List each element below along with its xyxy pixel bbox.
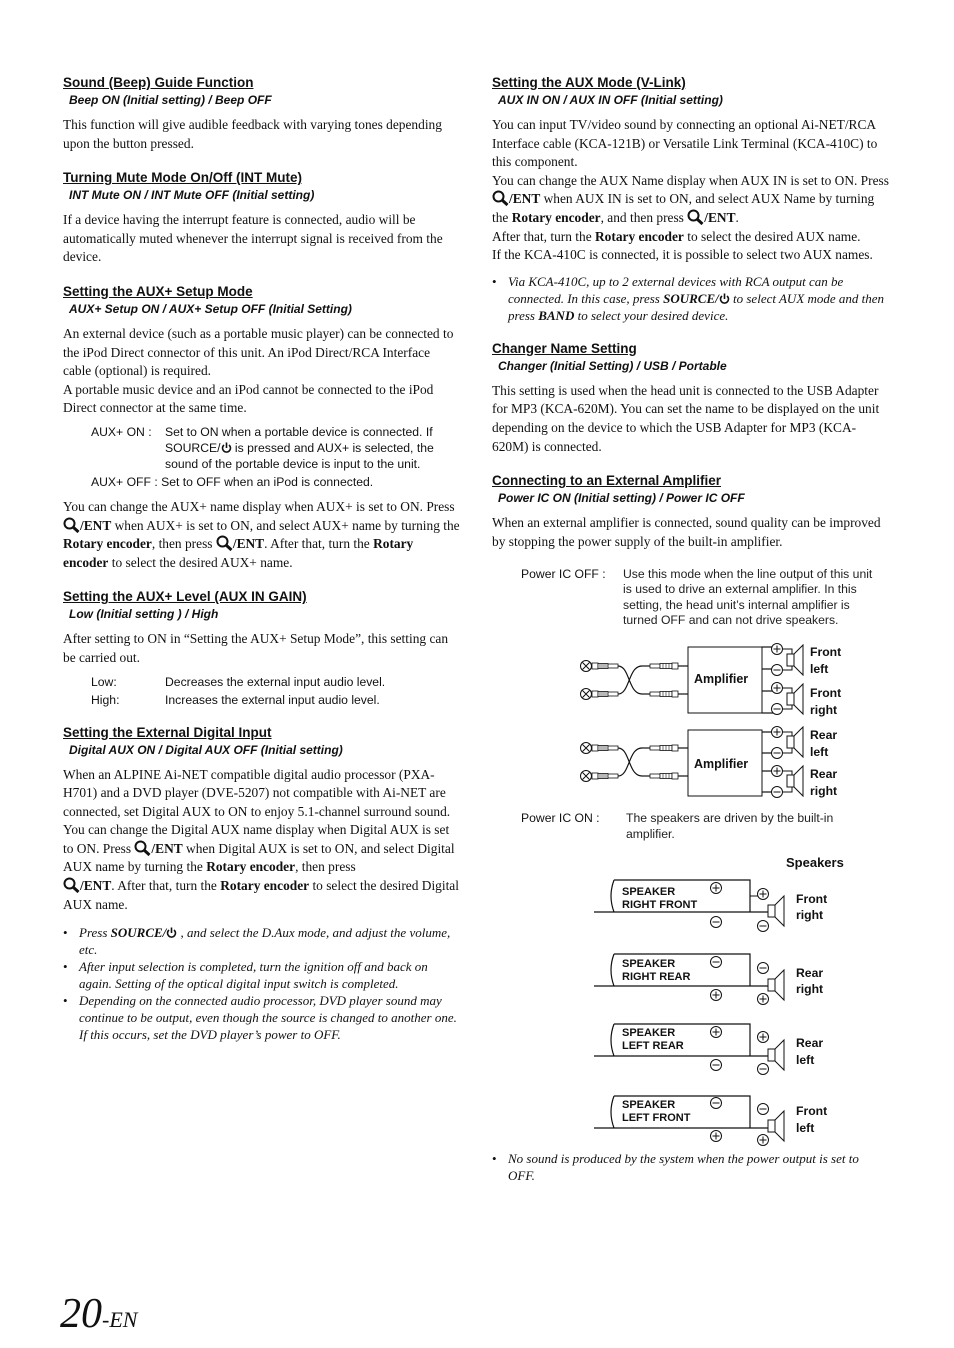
- section-options: AUX IN ON / AUX IN OFF (Initial setting): [498, 93, 723, 107]
- section-options: Beep ON (Initial setting) / Beep OFF: [69, 93, 272, 107]
- svg-text:Front: Front: [796, 1104, 828, 1118]
- svg-text:SPEAKER: SPEAKER: [622, 1027, 676, 1039]
- amplifier-unit-front: [581, 644, 842, 718]
- paragraph: An external device (such as a portable music player) can be connected to the iPod Direct connector of this unit. An iPod Direct/RCA Interface cable (optional) is required.: [63, 325, 454, 379]
- speakers-title: Speakers: [786, 855, 844, 870]
- notes-list: [63, 924, 460, 1043]
- power-ic-off-desc-2: is used to drive an external amplifier. In this: [623, 582, 857, 596]
- power-ic-off-desc-4: turned OFF and can not drive speakers.: [623, 613, 839, 627]
- definition-term: AUX+ OFF :: [91, 474, 158, 489]
- section-options: Low (Initial setting ) / High: [69, 607, 219, 622]
- paragraph: This function will give audible feedback with varying tones depending upon the button pressed.: [63, 117, 442, 151]
- section-aux-mode: [492, 74, 890, 324]
- svg-text:LEFT REAR: LEFT REAR: [622, 1040, 684, 1052]
- power-ic-off-desc-1: Use this mode when the line output of this unit: [623, 567, 873, 581]
- section-options: AUX+ Setup ON / AUX+ Setup OFF (Initial Setting): [69, 301, 352, 316]
- speaker-front-left-label: Front: [810, 645, 842, 659]
- search-icon: [216, 535, 233, 551]
- speaker-rear-right-label: Rear: [810, 767, 838, 781]
- power-ic-off-label: Power IC OFF :: [521, 567, 606, 581]
- note-item: • After input selection is completed, turn the ignition off and back on again. Setting of the optical digital input switch is completed.: [63, 958, 460, 992]
- svg-text:right: right: [796, 982, 824, 996]
- section-heading: Sound (Beep) Guide Function: [63, 75, 254, 90]
- section-heading: Setting the AUX+ Setup Mode: [63, 283, 253, 299]
- search-icon: [687, 209, 704, 225]
- section-heading: Setting the External Digital Input: [63, 724, 272, 740]
- amplifier-wiring-diagram: [492, 560, 892, 1185]
- section-heading: Setting the AUX+ Level (AUX IN GAIN): [63, 589, 307, 605]
- speaker-rear-right-label-2: right: [810, 784, 838, 798]
- paragraph: You can change the AUX+ name display when AUX+ is set to ON. Press /ENT when AUX+ is set to ON, and select AUX+ name by turning the Rotary encoder, then press /ENT. After that, turn the Rotary encoder to select the desired AUX+ name.: [63, 498, 460, 570]
- svg-text:Rear: Rear: [796, 966, 824, 980]
- definition-term: Low:: [91, 674, 117, 689]
- section-heading: Turning Mute Mode On/Off (INT Mute): [63, 170, 302, 186]
- paragraph: After that, turn the Rotary encoder to select the desired AUX name.: [492, 228, 861, 244]
- amplifier-unit-rear: [581, 727, 838, 799]
- svg-text:SPEAKER: SPEAKER: [622, 886, 676, 898]
- paragraph: If a device having the interrupt feature is connected, audio will be automatically muted whenever the interrupt signal is received from the device.: [63, 212, 443, 265]
- note-item: • Press SOURCE/ , and select the D.Aux mode, and adjust the volume, etc.: [63, 924, 460, 958]
- search-icon: [63, 877, 80, 893]
- svg-text:RIGHT REAR: RIGHT REAR: [622, 971, 691, 983]
- speaker-front-right-label-2: right: [810, 703, 838, 717]
- section-heading: Connecting to an External Amplifier: [492, 473, 722, 489]
- paragraph: After setting to ON in “Setting the AUX+ Setup Mode”, this setting can be carried out.: [63, 631, 449, 665]
- section-int-mute: [63, 169, 460, 267]
- svg-text:left: left: [796, 1121, 815, 1135]
- svg-text:right: right: [796, 908, 824, 922]
- paragraph: When an ALPINE Ai-NET compatible digital audio processor (PXA-H701) and a DVD player (DVE-5207) not compatible with Ai-NET are connected, set Digital AUX to ON to enjoy 5.1-channel surround sound.: [63, 766, 451, 819]
- amplifier-label: Amplifier: [694, 672, 749, 686]
- section-heading: Changer Name Setting: [492, 340, 637, 356]
- speaker-wire-left-rear: [594, 1024, 823, 1075]
- amplifier-label: Amplifier: [694, 757, 749, 771]
- speaker-wire-right-rear: [594, 954, 823, 1005]
- svg-text:SPEAKER: SPEAKER: [622, 1099, 676, 1111]
- search-icon: [63, 517, 80, 533]
- section-options: Power IC ON (Initial setting) / Power IC OFF: [498, 491, 745, 506]
- section-options: Digital AUX ON / Digital AUX OFF (Initial setting): [69, 742, 343, 757]
- power-ic-on-desc-2: amplifier.: [626, 827, 675, 841]
- left-column: [63, 74, 460, 1043]
- svg-text:RIGHT FRONT: RIGHT FRONT: [622, 899, 698, 911]
- right-column: [492, 74, 890, 551]
- section-options: Changer (Initial Setting) / USB / Portable: [498, 358, 727, 373]
- definition-list: [91, 674, 460, 708]
- section-digital-input: [63, 724, 460, 1044]
- paragraph: A portable music device and an iPod cannot be connected to the iPod Direct connector at the same time.: [63, 381, 434, 416]
- paragraph: This setting is used when the head unit is connected to the USB Adapter for MP3 (KCA-620M). You can set the name to be displayed on the unit depending on the device to which the USB Adapter for MP3 (KCA-620M) is connected.: [492, 382, 880, 454]
- paragraph: When an external amplifier is connected, sound quality can be improved by stopping the power supply of the built-in amplifier.: [492, 515, 881, 549]
- power-ic-on-label: Power IC ON :: [521, 811, 600, 825]
- speaker-front-left-label-2: left: [810, 662, 829, 676]
- paragraph: If the KCA-410C is connected, it is possible to select two AUX names.: [492, 247, 873, 263]
- definition-list: [91, 424, 460, 490]
- definition-desc: Decreases the external input audio level.: [165, 674, 386, 689]
- speaker-rear-left-label-2: left: [810, 745, 829, 759]
- section-aux-level: [63, 588, 460, 707]
- definition-desc: Increases the external input audio level.: [165, 692, 380, 707]
- power-icon: [221, 442, 232, 454]
- section-aux-setup: [63, 283, 460, 572]
- section-changer-name: [492, 340, 890, 456]
- svg-text:SPEAKER: SPEAKER: [622, 958, 676, 970]
- definition-desc: Set to OFF when an iPod is connected.: [157, 474, 374, 489]
- notes-list: [492, 1150, 888, 1184]
- paragraph: You can input TV/video sound by connecting an optional Ai-NET/RCA Interface cable (KCA-121B) or Versatile Link Terminal (KCA-410C) to this component.: [492, 117, 878, 170]
- speaker-wire-left-front: [594, 1096, 827, 1146]
- note-item: • Depending on the connected audio processor, DVD player sound may continue to be output, even though the source is changed to another one. If this occurs, set the DVD player’s power to OFF.: [63, 992, 460, 1043]
- definition-term: AUX+ ON :: [91, 424, 152, 439]
- search-icon: [492, 190, 509, 206]
- definition-desc: Set to ON when a portable device is connected. If SOURCE/ is pressed and AUX+ is selected, the sound of the portable device is input to the unit.: [165, 424, 434, 471]
- paragraph: You can change the AUX Name display when AUX IN is set to ON. Press /ENT when AUX IN is set to ON, and select AUX Name by turning the Rotary encoder, and then press /ENT.: [492, 172, 889, 225]
- power-icon: [166, 927, 177, 939]
- svg-text:Rear: Rear: [796, 1036, 824, 1050]
- section-options: INT Mute ON / INT Mute OFF (Initial setting): [69, 188, 315, 203]
- svg-text:LEFT FRONT: LEFT FRONT: [622, 1112, 691, 1124]
- search-icon: [134, 840, 151, 856]
- speaker-wire-right-front: [594, 880, 827, 932]
- definition-term: High:: [91, 692, 120, 707]
- power-ic-off-desc-3: setting, the head unit’s internal amplifier is: [623, 598, 850, 612]
- svg-text:left: left: [796, 1053, 815, 1067]
- paragraph: You can change the Digital AUX name display when Digital AUX is set to ON. Press /ENT when Digital AUX is set to ON, and select Digital AUX name by turning the Rotary encoder, then press /ENT. After that, turn the Rotary encoder to select the desired Digital AUX name.: [63, 822, 459, 912]
- svg-text:Front: Front: [796, 892, 828, 906]
- notes-list: [492, 273, 890, 324]
- section-heading: Setting the AUX Mode (V-Link): [492, 75, 686, 90]
- note-item: • No sound is produced by the system when the power output is set to OFF.: [492, 1150, 888, 1184]
- power-icon: [719, 293, 730, 305]
- speaker-front-right-label: Front: [810, 686, 842, 700]
- note-item: • Via KCA-410C, up to 2 external devices with RCA output can be connected. In this case, press SOURCE/ to select AUX mode and then press BAND to select your desired device.: [492, 273, 890, 324]
- power-ic-on-desc-1: The speakers are driven by the built-in: [626, 811, 834, 825]
- section-external-amp: [492, 472, 890, 551]
- speaker-rear-left-label: Rear: [810, 728, 838, 742]
- page-number: 20-EN: [60, 1291, 138, 1337]
- section-beep: [63, 74, 460, 153]
